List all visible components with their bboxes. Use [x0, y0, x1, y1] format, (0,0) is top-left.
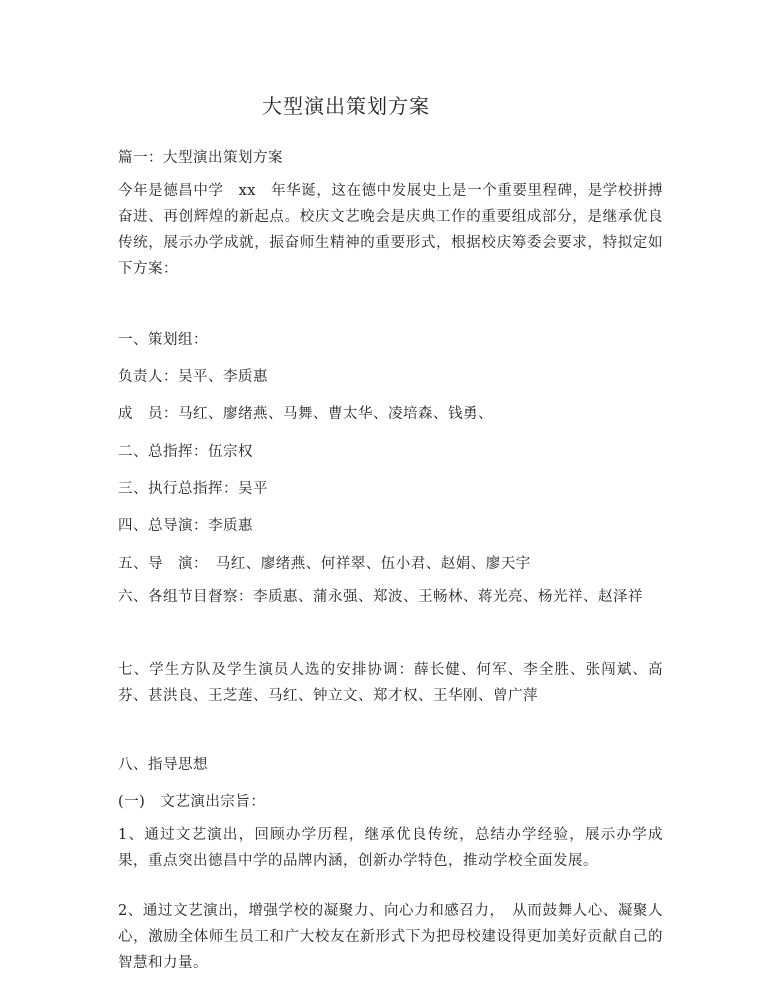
purpose-paragraph-2: 2、通过文艺演出，增强学校的凝聚力、向心力和感召力， 从而鼓舞人心、凝聚人心，激励全体师生员工和广大校友在新形式下为把母校建设得更加美好贡献自己的智慧和力量。 — [118, 903, 663, 971]
section-student-coordination: 七、学生方队及学生演员人选的安排协调：薛长健、何军、李全胜、张闯斌、高芬、甚洪良、王芝莲、马红、钟立文、郑才权、王华刚、曾广萍 — [118, 662, 663, 704]
section-program-supervisors: 六、各组节目督察：李质惠、蒲永强、郑波、王畅林、蒋光亮、杨光祥、赵泽祥 — [118, 589, 643, 605]
section-executive-commander: 三、执行总指挥：吴平 — [118, 481, 268, 497]
section-chief-commander: 二、总指挥：伍宗权 — [118, 444, 253, 460]
section-directors: 五、导 演： 马红、廖绪燕、何祥翠、伍小君、赵娟、廖天宇 — [118, 556, 531, 572]
section-chief-director: 四、总导演：李质惠 — [118, 518, 253, 534]
document-title: 大型演出策划方案 — [262, 94, 430, 118]
section-planning-group: 一、策划组： — [118, 332, 208, 348]
purpose-paragraph-1: 1、通过文艺演出，回顾办学历程，继承优良传统，总结办学经验，展示办学成果，重点突出德昌中学的品牌内涵，创新办学特色，推动学校全面发展。 — [118, 827, 663, 869]
subsection-performance-purpose: (一) 文艺演出宗旨： — [118, 794, 266, 810]
planning-members: 成 员：马红、廖绪燕、马舞、曹太华、凌培森、钱勇、 — [118, 406, 493, 422]
subtitle: 篇一：大型演出策划方案 — [118, 150, 283, 166]
planning-lead: 负责人：吴平、李质惠 — [118, 369, 268, 385]
intro-paragraph: 今年是德昌中学 xx 年华诞，这在德中发展史上是一个重要里程碑，是学校拼搏奋进、再创辉煌的新起点。校庆文艺晚会是庆典工作的重要组成部分，是继承优良传统，展示办学成就，振奋师生精神的重要形式，根据校庆筹委会要求，特拟定如下方案： — [118, 183, 663, 277]
section-guiding-ideology: 八、指导思想 — [118, 757, 208, 773]
